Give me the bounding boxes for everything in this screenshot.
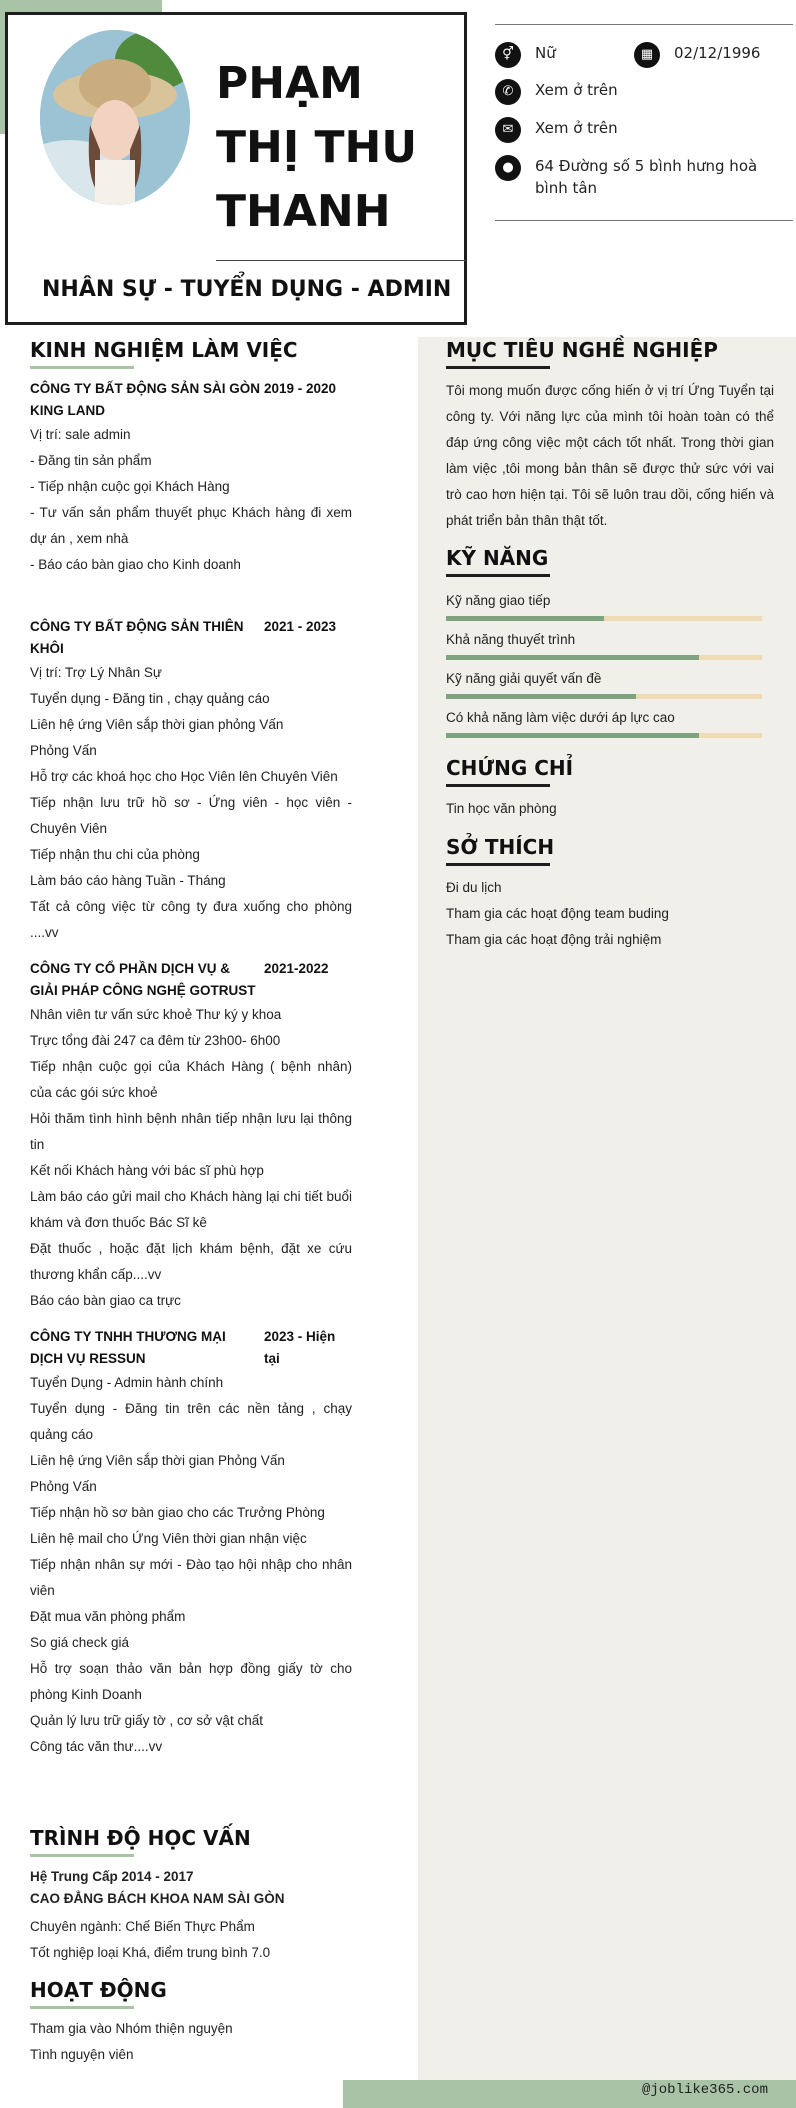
skill-item [446, 670, 762, 699]
job-title: NHÂN SỰ - TUYỂN DỤNG - ADMIN [42, 277, 452, 302]
skill-bar [446, 655, 762, 660]
job-period: 2021-2022 [264, 961, 329, 976]
info-divider-top [495, 24, 793, 25]
job-line: Hỗ trợ soạn thảo văn bản hợp đồng giấy tờ cho phòng Kinh Doanh [30, 1661, 352, 1702]
activity-item: Tình nguyện viên [30, 2047, 134, 2062]
job-line: Tiếp nhận lưu trữ hồ sơ - Ứng viên - học viên - Chuyên Viên [30, 795, 352, 836]
job-company: CÔNG TY CỔ PHẦN DỊCH VỤ & GIẢI PHÁP CÔNG NGHỆ GOTRUST [30, 961, 256, 998]
job-company: CÔNG TY TNHH THƯƠNG MẠI DỊCH VỤ RESSUN [30, 1329, 226, 1366]
skill-label: Kỹ năng giao tiếp [446, 593, 551, 608]
certificates-underline [446, 784, 550, 787]
certificates-heading: CHỨNG CHỈ [446, 756, 574, 780]
job-line: Công tác văn thư....vv [30, 1739, 163, 1754]
skill-item [446, 709, 762, 738]
email-value: Xem ở trên [535, 119, 618, 137]
education-heading: TRÌNH ĐỘ HỌC VẤN [30, 1826, 251, 1850]
info-gender [495, 42, 556, 68]
job-line: Báo cáo bàn giao ca trực [30, 1293, 181, 1308]
job-line: Vị trí: Trợ Lý Nhân Sự [30, 665, 162, 680]
job-line: Tiếp nhận hồ sơ bàn giao cho các Trưởng Phòng [30, 1505, 325, 1520]
certificate-item: Tin học văn phòng [446, 801, 557, 816]
job-line: - Báo cáo bàn giao cho Kinh doanh [30, 557, 241, 572]
skills-underline [446, 574, 550, 577]
job-company: CÔNG TY BẤT ĐỘNG SẢN THIÊN KHÔI [30, 619, 244, 656]
job-line: So giá check giá [30, 1635, 130, 1650]
skills-heading: KỸ NĂNG [446, 546, 549, 570]
job-entry [30, 1326, 352, 1760]
phone-value: Xem ở trên [535, 81, 618, 99]
job-line: Liên hệ mail cho Ứng Viên thời gian nhận việc [30, 1531, 307, 1546]
skill-bar [446, 616, 762, 621]
objective-underline [446, 366, 550, 369]
objective-text: Tôi mong muốn được cống hiến ở vị trí Ứng Tuyển tại công ty. Với năng lực của mình tôi hoàn toàn có thể đáp ứng công việc một cách tốt nhất. Trong thời gian làm việc ,tôi mong bản thân sẽ được thử sức với vai trò cao hơn hiện tại. Tôi sẽ luôn trau dồi, cống hiến và phát triển bản thân thật tốt. [446, 383, 774, 528]
activities-heading: HOẠT ĐỘNG [30, 1978, 167, 2002]
job-line: Tiếp nhận cuộc gọi của Khách Hàng ( bệnh nhân) của các gói sức khoẻ [30, 1059, 352, 1100]
skill-bar [446, 733, 762, 738]
hobby-item: Tham gia các hoạt động team buding [446, 906, 669, 921]
avatar [40, 30, 190, 205]
location-icon: ● [495, 155, 521, 181]
job-line: Tuyển Dụng - Admin hành chính [30, 1375, 224, 1390]
experience-heading: KINH NGHIỆM LÀM VIỆC [30, 338, 298, 362]
job-period: 2019 - 2020 [264, 381, 337, 396]
job-line: Quản lý lưu trữ giấy tờ , cơ sở vật chất [30, 1713, 263, 1728]
education-underline [30, 1854, 134, 1857]
phone-icon: ✆ [495, 79, 521, 105]
info-divider-bottom [495, 220, 793, 221]
job-period: 2023 - Hiện tại [264, 1329, 336, 1366]
education-school: CAO ĐẲNG BÁCH KHOA NAM SÀI GÒN [30, 1891, 285, 1906]
info-phone [495, 79, 618, 105]
dob-value: 02/12/1996 [674, 44, 761, 62]
gender-value: Nữ [535, 44, 556, 62]
job-line: Trực tổng đài 247 ca đêm từ 23h00- 6h00 [30, 1033, 281, 1048]
job-company: CÔNG TY BẤT ĐỘNG SẢN SÀI GÒN KING LAND [30, 381, 261, 418]
name-divider [216, 260, 466, 261]
email-icon: ✉ [495, 117, 521, 143]
job-line: Đặt thuốc , hoặc đặt lịch khám bệnh, đặt xe cứu thương khẩn cấp....vv [30, 1241, 352, 1282]
job-entry [30, 958, 352, 1314]
experience-underline [30, 366, 134, 369]
skill-item [446, 592, 762, 621]
address-value: 64 Đường số 5 bình hưng hoà bình tân [535, 157, 758, 197]
calendar-icon: ▦ [634, 42, 660, 68]
hobby-item: Tham gia các hoạt động trải nghiệm [446, 932, 662, 947]
job-line: Nhân viên tư vấn sức khoẻ Thư ký y khoa [30, 1007, 282, 1022]
job-line: Tiếp nhận thu chi của phòng [30, 847, 200, 862]
objective-heading: MỤC TIÊU NGHỀ NGHIỆP [446, 338, 718, 362]
job-line: Tiếp nhận nhân sự mới - Đào tạo hội nhập cho nhân viên [30, 1557, 352, 1598]
info-address [495, 155, 785, 199]
job-line: - Tư vấn sản phẩm thuyết phục Khách hàng đi xem dự án , xem nhà [30, 505, 352, 546]
job-period: 2021 - 2023 [264, 619, 337, 634]
job-line: Làm báo cáo hàng Tuần - Tháng [30, 873, 226, 888]
job-entry [30, 616, 352, 946]
skill-label: Kỹ năng giải quyết vấn đề [446, 671, 602, 686]
info-email [495, 117, 618, 143]
job-line: Đặt mua văn phòng phẩm [30, 1609, 186, 1624]
job-line: Phỏng Vấn [30, 743, 97, 758]
skill-fill [446, 616, 604, 621]
job-line: - Đăng tin sản phẩm [30, 453, 152, 468]
skill-bar [446, 694, 762, 699]
info-dob [634, 42, 760, 68]
skill-fill [446, 733, 699, 738]
job-line: Tất cả công việc từ công ty đưa xuống cho phòng ....vv [30, 899, 352, 940]
education-major: Chuyên ngành: Chế Biến Thực Phẩm [30, 1919, 255, 1934]
education-grade: Tốt nghiệp loại Khá, điểm trung bình 7.0 [30, 1945, 271, 1960]
hobbies-heading: SỞ THÍCH [446, 835, 555, 859]
skill-fill [446, 655, 699, 660]
job-line: Hỏi thăm tình hình bệnh nhân tiếp nhận lưu lại thông tin [30, 1111, 352, 1152]
skill-item [446, 631, 762, 660]
skill-fill [446, 694, 636, 699]
education-level: Hệ Trung Cấp 2014 - 2017 [30, 1869, 194, 1884]
hobbies-underline [446, 863, 550, 866]
activities-underline [30, 2006, 134, 2009]
footer-watermark: @joblike365.com [641, 2082, 768, 2098]
hobby-item: Đi du lịch [446, 880, 502, 895]
job-line: Liên hệ ứng Viên sắp thời gian Phỏng Vấn [30, 1453, 285, 1468]
job-line: Kết nối Khách hàng với bác sĩ phù hợp [30, 1163, 264, 1178]
job-line: Làm báo cáo gửi mail cho Khách hàng lại chi tiết buổi khám và đơn thuốc Bác Sĩ kê [30, 1189, 352, 1230]
gender-icon: ⚥ [495, 42, 521, 68]
job-line: Hỗ trợ các khoá học cho Học Viên lên Chuyên Viên [30, 769, 338, 784]
job-line: Tuyển dụng - Đăng tin , chạy quảng cáo [30, 691, 270, 706]
job-line: Phỏng Vấn [30, 1479, 97, 1494]
job-line: Liên hệ ứng Viên sắp thời gian phỏng Vấn [30, 717, 284, 732]
activity-item: Tham gia vào Nhóm thiện nguyện [30, 2021, 233, 2036]
skill-label: Có khả năng làm việc dưới áp lực cao [446, 710, 675, 725]
job-entry [30, 378, 352, 578]
candidate-name: PHẠM THỊ THU THANH [216, 58, 418, 237]
job-line: Tuyển dụng - Đăng tin trên các nền tảng , chạy quảng cáo [30, 1401, 352, 1442]
job-line: Vị trí: sale admin [30, 427, 131, 442]
job-line: - Tiếp nhận cuộc gọi Khách Hàng [30, 479, 230, 494]
skill-label: Khả năng thuyết trình [446, 632, 576, 647]
